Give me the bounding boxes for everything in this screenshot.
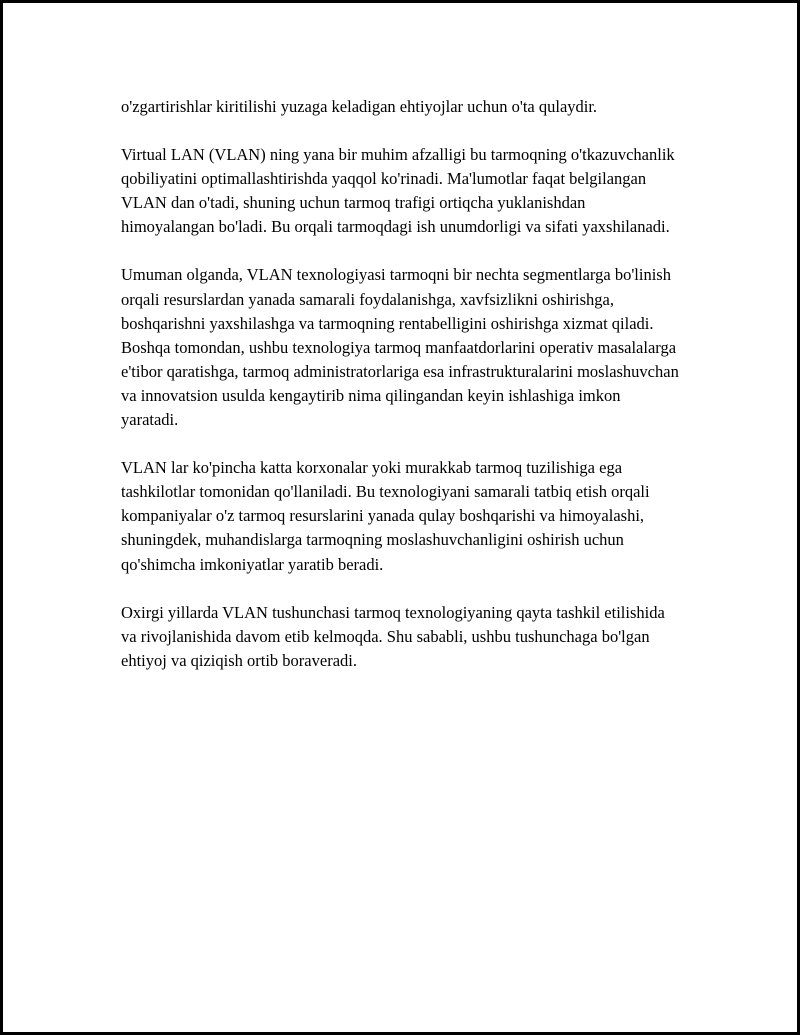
document-body [121, 95, 681, 697]
paragraph-1: o'zgartirishlar kiritilishi yuzaga keladigan ehtiyojlar uchun o'ta qulaydir. [121, 97, 598, 116]
paragraph-2: Virtual LAN (VLAN) ning yana bir muhim afzalligi bu tarmoqning o'tkazuvchanlik qobiliyatini optimallashtirishda yaqqol ko'rinadi. Ma'lumotlar faqat belgilangan VLAN dan o'tadi, shuning uchun tarmoq trafigi ortiqcha yuklanishdan himoyalangan bo'ladi. Bu orqali tarmoqdagi ish unumdorligi va sifati yaxshilanadi. [121, 145, 675, 237]
paragraph-4: VLAN lar ko'pincha katta korxonalar yoki murakkab tarmoq tuzilishiga ega tashkilotlar tomonidan qo'llaniladi. Bu texnologiyani samarali tatbiq etish orqali kompaniyalar o'z tarmoq resurslarini yanada qulay boshqarishi va himoyalashi, shuningdek, muhandislarga tarmoqning moslashuvchanligini oshirish uchun qo'shimcha imkoniyatlar yaratib beradi. [121, 458, 650, 574]
paragraph-5: Oxirgi yillarda VLAN tushunchasi tarmoq texnologiyaning qayta tashkil etilishida va rivojlanishida davom etib kelmoqda. Shu sababli, ushbu tushunchaga bo'lgan ehtiyoj va qiziqish ortib boraveradi. [121, 602, 665, 670]
paragraph-3: Umuman olganda, VLAN texnologiyasi tarmoqni bir nechta segmentlarga bo'linish orqali resurslardan yanada samarali foydalanishga, xavfsizlikni oshirishga, boshqarishni yaxshilashga va tarmoqning rentabelligini oshirishga xizmat qiladi. Boshqa tomondan, ushbu texnologiya tarmoq manfaatdorlarini operativ masalalarga e'tibor qaratishga, tarmoq administratorlariga esa infrastrukturalarini moslashuvchan va innovatsion usulda kengaytirib nima qilingandan keyin ishlashiga imkon yaratadi. [121, 265, 679, 430]
